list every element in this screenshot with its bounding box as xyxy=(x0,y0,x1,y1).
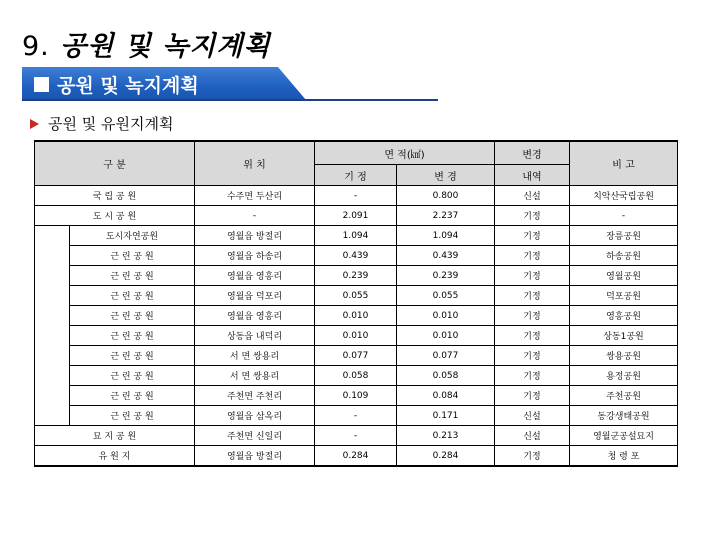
subcategory-cell: 근 린 공 원 xyxy=(70,306,195,326)
table-row xyxy=(35,426,678,446)
change-type-cell: 기정 xyxy=(495,286,570,306)
location-cell: 수주면 두산리 xyxy=(195,186,315,206)
subcategory-cell: 근 린 공 원 xyxy=(70,266,195,286)
change-type-cell: 신설 xyxy=(495,186,570,206)
existing-area-cell: 0.109 xyxy=(315,386,397,406)
table-row xyxy=(35,306,678,326)
existing-area-cell: - xyxy=(315,406,397,426)
table-row xyxy=(35,286,678,306)
header-location: 위 치 xyxy=(195,141,315,186)
subcategory-cell: 도시자연공원 xyxy=(70,226,195,246)
subcategory-cell: 근 린 공 원 xyxy=(70,386,195,406)
subcategory-cell: 근 린 공 원 xyxy=(70,286,195,306)
changed-area-cell: 0.058 xyxy=(397,366,495,386)
note-cell: 상동1공원 xyxy=(570,326,678,346)
indent-cell xyxy=(35,266,70,286)
subheading xyxy=(30,113,173,134)
existing-area-cell: 2.091 xyxy=(315,206,397,226)
existing-area-cell: - xyxy=(315,186,397,206)
square-bullet-icon xyxy=(34,77,49,92)
change-type-cell: 기정 xyxy=(495,326,570,346)
change-type-cell: 기정 xyxy=(495,226,570,246)
existing-area-cell: 0.077 xyxy=(315,346,397,366)
note-cell: 쌍용공원 xyxy=(570,346,678,366)
indent-cell xyxy=(35,326,70,346)
indent-cell xyxy=(35,346,70,366)
changed-area-cell: 0.800 xyxy=(397,186,495,206)
category-cell: 묘 지 공 원 xyxy=(35,426,195,446)
header-change: 변경 xyxy=(495,141,570,165)
changed-area-cell: 0.171 xyxy=(397,406,495,426)
changed-area-cell: 0.077 xyxy=(397,346,495,366)
location-cell: 주천면 신일리 xyxy=(195,426,315,446)
change-type-cell: 기정 xyxy=(495,446,570,467)
indent-cell xyxy=(35,226,70,246)
category-cell: 유 원 지 xyxy=(35,446,195,467)
table-row xyxy=(35,386,678,406)
table-row xyxy=(35,346,678,366)
existing-area-cell: 0.239 xyxy=(315,266,397,286)
location-cell: 영월읍 덕포리 xyxy=(195,286,315,306)
location-cell: 서 면 쌍용리 xyxy=(195,346,315,366)
existing-area-cell: 1.094 xyxy=(315,226,397,246)
section-banner-text: 공원 및 녹지계획 xyxy=(57,75,199,97)
subcategory-cell: 근 린 공 원 xyxy=(70,406,195,426)
note-cell: 용정공원 xyxy=(570,366,678,386)
note-cell: 영흥공원 xyxy=(570,306,678,326)
table-row xyxy=(35,266,678,286)
header-existing: 기 정 xyxy=(315,165,397,186)
indent-cell xyxy=(35,366,70,386)
note-cell: 치악산국립공원 xyxy=(570,186,678,206)
existing-area-cell: 0.439 xyxy=(315,246,397,266)
location-cell: 영월읍 삼옥리 xyxy=(195,406,315,426)
subcategory-cell: 근 린 공 원 xyxy=(70,346,195,366)
table-row xyxy=(35,246,678,266)
indent-cell xyxy=(35,406,70,426)
header-change-detail: 내역 xyxy=(495,165,570,186)
note-cell: 덕포공원 xyxy=(570,286,678,306)
changed-area-cell: 2.237 xyxy=(397,206,495,226)
note-cell: 장릉공원 xyxy=(570,226,678,246)
table-row xyxy=(35,186,678,206)
banner-underline xyxy=(22,99,438,101)
slide-title-number: 9. xyxy=(22,31,50,62)
changed-area-cell: 0.010 xyxy=(397,326,495,346)
table-row xyxy=(35,446,678,467)
indent-cell xyxy=(35,246,70,266)
change-type-cell: 기정 xyxy=(495,386,570,406)
parks-table xyxy=(34,140,678,467)
existing-area-cell: 0.010 xyxy=(315,326,397,346)
location-cell: 영월읍 하송리 xyxy=(195,246,315,266)
header-changed: 변 경 xyxy=(397,165,495,186)
header-area: 면 적(㎢) xyxy=(315,141,495,165)
subheading-text: 공원 및 유원지계획 xyxy=(48,115,174,133)
arrow-bullet-icon xyxy=(30,119,39,129)
indent-cell xyxy=(35,306,70,326)
changed-area-cell: 0.055 xyxy=(397,286,495,306)
change-type-cell: 기정 xyxy=(495,246,570,266)
changed-area-cell: 0.239 xyxy=(397,266,495,286)
existing-area-cell: 0.010 xyxy=(315,306,397,326)
header-note: 비 고 xyxy=(570,141,678,186)
existing-area-cell: 0.058 xyxy=(315,366,397,386)
change-type-cell: 기정 xyxy=(495,306,570,326)
note-cell: 주천공원 xyxy=(570,386,678,406)
location-cell: 주천면 주천리 xyxy=(195,386,315,406)
location-cell: 영월읍 방절리 xyxy=(195,226,315,246)
table-row xyxy=(35,226,678,246)
subcategory-cell: 근 린 공 원 xyxy=(70,366,195,386)
change-type-cell: 기정 xyxy=(495,266,570,286)
change-type-cell: 기정 xyxy=(495,366,570,386)
category-cell: 도 시 공 원 xyxy=(35,206,195,226)
section-banner-label xyxy=(34,71,199,98)
header-category: 구 분 xyxy=(35,141,195,186)
location-cell: 영월읍 영흥리 xyxy=(195,266,315,286)
note-cell: 청 령 포 xyxy=(570,446,678,467)
changed-area-cell: 0.213 xyxy=(397,426,495,446)
location-cell: 영월읍 영흥리 xyxy=(195,306,315,326)
category-cell: 국 립 공 원 xyxy=(35,186,195,206)
table-header-row xyxy=(35,141,678,165)
changed-area-cell: 0.439 xyxy=(397,246,495,266)
note-cell: 동강생태공원 xyxy=(570,406,678,426)
note-cell: 영월공원 xyxy=(570,266,678,286)
location-cell: - xyxy=(195,206,315,226)
location-cell: 서 면 쌍용리 xyxy=(195,366,315,386)
subcategory-cell: 근 린 공 원 xyxy=(70,326,195,346)
note-cell: 영월군공설묘지 xyxy=(570,426,678,446)
indent-cell xyxy=(35,386,70,406)
subcategory-cell: 근 린 공 원 xyxy=(70,246,195,266)
changed-area-cell: 1.094 xyxy=(397,226,495,246)
slide-title-text: 공원 및 녹지계획 xyxy=(60,31,271,62)
note-cell: 하송공원 xyxy=(570,246,678,266)
indent-cell xyxy=(35,286,70,306)
table-row xyxy=(35,366,678,386)
existing-area-cell: 0.284 xyxy=(315,446,397,467)
note-cell: - xyxy=(570,206,678,226)
table-row xyxy=(35,206,678,226)
location-cell: 상동읍 내덕리 xyxy=(195,326,315,346)
table-row xyxy=(35,326,678,346)
table-row xyxy=(35,406,678,426)
change-type-cell: 신설 xyxy=(495,406,570,426)
changed-area-cell: 0.084 xyxy=(397,386,495,406)
slide-title xyxy=(22,24,271,63)
change-type-cell: 기정 xyxy=(495,206,570,226)
changed-area-cell: 0.010 xyxy=(397,306,495,326)
change-type-cell: 기정 xyxy=(495,346,570,366)
existing-area-cell: 0.055 xyxy=(315,286,397,306)
changed-area-cell: 0.284 xyxy=(397,446,495,467)
location-cell: 영월읍 방절리 xyxy=(195,446,315,467)
change-type-cell: 신설 xyxy=(495,426,570,446)
existing-area-cell: - xyxy=(315,426,397,446)
